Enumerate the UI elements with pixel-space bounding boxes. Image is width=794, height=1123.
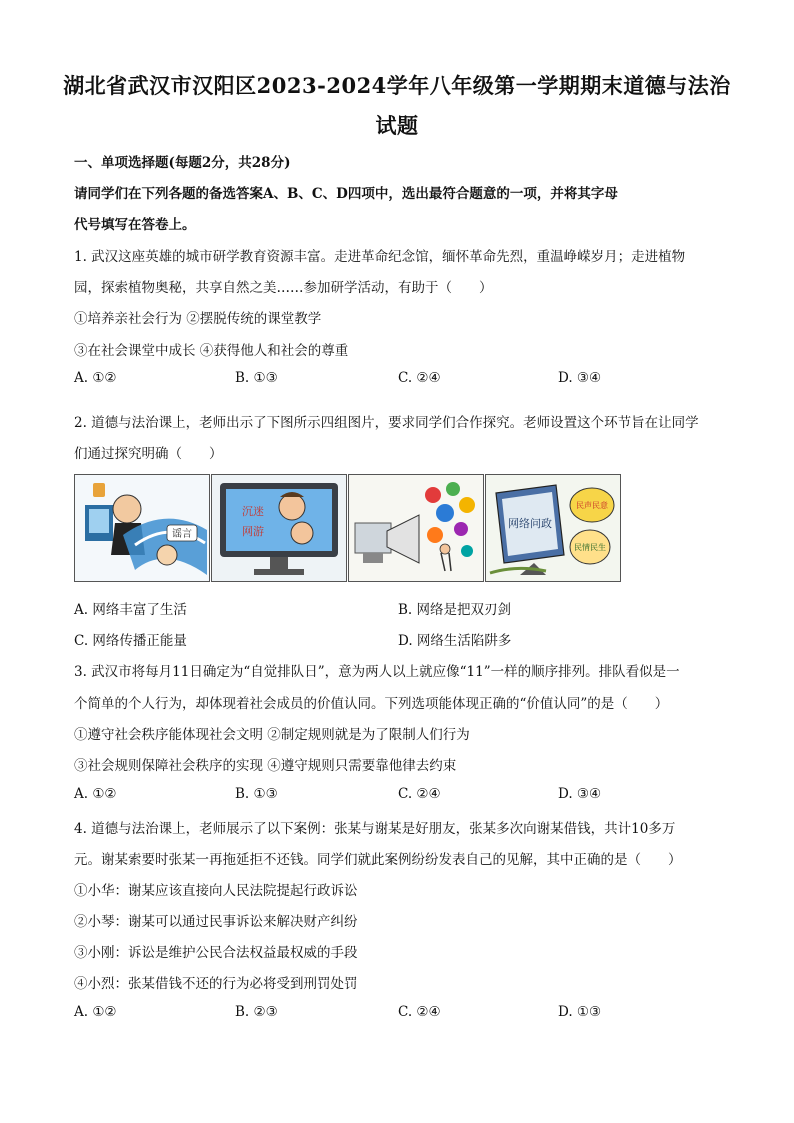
cartoon-panel-rumor bbox=[74, 474, 210, 582]
section-heading: 一、单项选择题(每题2分，共28分) bbox=[74, 155, 291, 171]
q4-stem-line2: 元。谢某索要时张某一再拖延拒不还钱。同学们就此案例纷纷发表自己的见解，其中正确的是（ ） bbox=[74, 852, 682, 868]
panel1-label: 谣言 bbox=[172, 529, 192, 540]
panel4-bubble2: 民情民生 bbox=[574, 543, 606, 552]
exam-title-line2: 试题 bbox=[375, 113, 419, 138]
q3-item-line1: ①遵守社会秩序能体现社会文明 ②制定规则就是为了限制人们行为 bbox=[74, 727, 470, 743]
exam-title-line1: 湖北省武汉市汉阳区2023-2024学年八年级第一学期期末道德与法治 bbox=[63, 73, 731, 98]
cartoon-panel-gaming bbox=[211, 474, 347, 582]
panel4-bubble1: 民声民意 bbox=[576, 501, 608, 510]
q4-stem-line1: 4. 道德与法治课上，老师展示了以下案例：张某与谢某是好朋友，张某多次向谢某借钱，共计10多万 bbox=[74, 821, 676, 837]
q2-option-a: A. 网络丰富了生活 bbox=[74, 602, 187, 618]
q2-option-d: D. 网络生活陷阱多 bbox=[398, 633, 512, 649]
q2-option-c: C. 网络传播正能量 bbox=[74, 633, 187, 649]
q1-option-b: B. ①③ bbox=[235, 370, 278, 386]
q1-item-line1: ①培养亲社会行为 ②摆脱传统的课堂教学 bbox=[74, 311, 322, 327]
q3-option-a: A. ①② bbox=[74, 786, 117, 802]
panel4-label: 网络问政 bbox=[508, 517, 552, 530]
panel2-label1: 沉迷 bbox=[242, 505, 264, 518]
q3-option-d: D. ③④ bbox=[558, 786, 602, 802]
q4-option-a: A. ①② bbox=[74, 1004, 117, 1020]
q2-option-b: B. 网络是把双刃剑 bbox=[398, 602, 512, 618]
cartoon-panel-loudspeaker bbox=[348, 474, 484, 582]
q4-option-d: D. ①③ bbox=[558, 1004, 602, 1020]
q2-cartoon-strip bbox=[74, 474, 620, 582]
q3-option-b: B. ①③ bbox=[235, 786, 278, 802]
q4-option-b: B. ②③ bbox=[235, 1004, 278, 1020]
q4-option-c: C. ②④ bbox=[398, 1004, 441, 1020]
q1-option-a: A. ①② bbox=[74, 370, 117, 386]
q3-item-line2: ③社会规则保障社会秩序的实现 ④遵守规则只需要靠他律去约束 bbox=[74, 758, 457, 774]
q1-option-d: D. ③④ bbox=[558, 370, 602, 386]
q4-item-line1: ①小华：谢某应该直接向人民法院提起行政诉讼 bbox=[74, 883, 358, 899]
q3-option-c: C. ②④ bbox=[398, 786, 441, 802]
q2-stem-line1: 2. 道德与法治课上，老师出示了下图所示四组图片，要求同学们合作探究。老师设置这个环节旨在让同学 bbox=[74, 415, 699, 431]
q2-stem-line2: 们通过探究明确（ ） bbox=[74, 446, 223, 462]
q1-stem-line2: 园，探索植物奥秘，共享自然之美……参加研学活动，有助于（ ） bbox=[74, 280, 493, 296]
q4-item-line3: ③小刚：诉讼是维护公民合法权益最权威的手段 bbox=[74, 945, 358, 961]
cartoon-panel-governance bbox=[485, 474, 621, 582]
instruction-line2: 代号填写在答卷上。 bbox=[74, 217, 196, 233]
q1-option-c: C. ②④ bbox=[398, 370, 441, 386]
q3-stem-line2: 个简单的个人行为，却体现着社会成员的价值认同。下列选项能体现正确的“价值认同”的是（ ） bbox=[74, 696, 669, 712]
instruction-line1: 请同学们在下列各题的备选答案A、B、C、D四项中，选出最符合题意的一项，并将其字母 bbox=[74, 186, 618, 202]
q4-item-line2: ②小琴：谢某可以通过民事诉讼来解决财产纠纷 bbox=[74, 914, 358, 930]
q4-item-line4: ④小烈：张某借钱不还的行为必将受到刑罚处罚 bbox=[74, 976, 358, 992]
panel2-label2: 网游 bbox=[242, 525, 264, 538]
q1-stem-line1: 1. 武汉这座英雄的城市研学教育资源丰富。走进革命纪念馆，缅怀革命先烈，重温峥嵘岁月；走进植物 bbox=[74, 249, 686, 265]
q3-stem-line1: 3. 武汉市将每月11日确定为“自觉排队日”，意为两人以上就应像“11”一样的顺序排列。排队看似是一 bbox=[74, 664, 680, 680]
q1-item-line2: ③在社会课堂中成长 ④获得他人和社会的尊重 bbox=[74, 343, 349, 359]
